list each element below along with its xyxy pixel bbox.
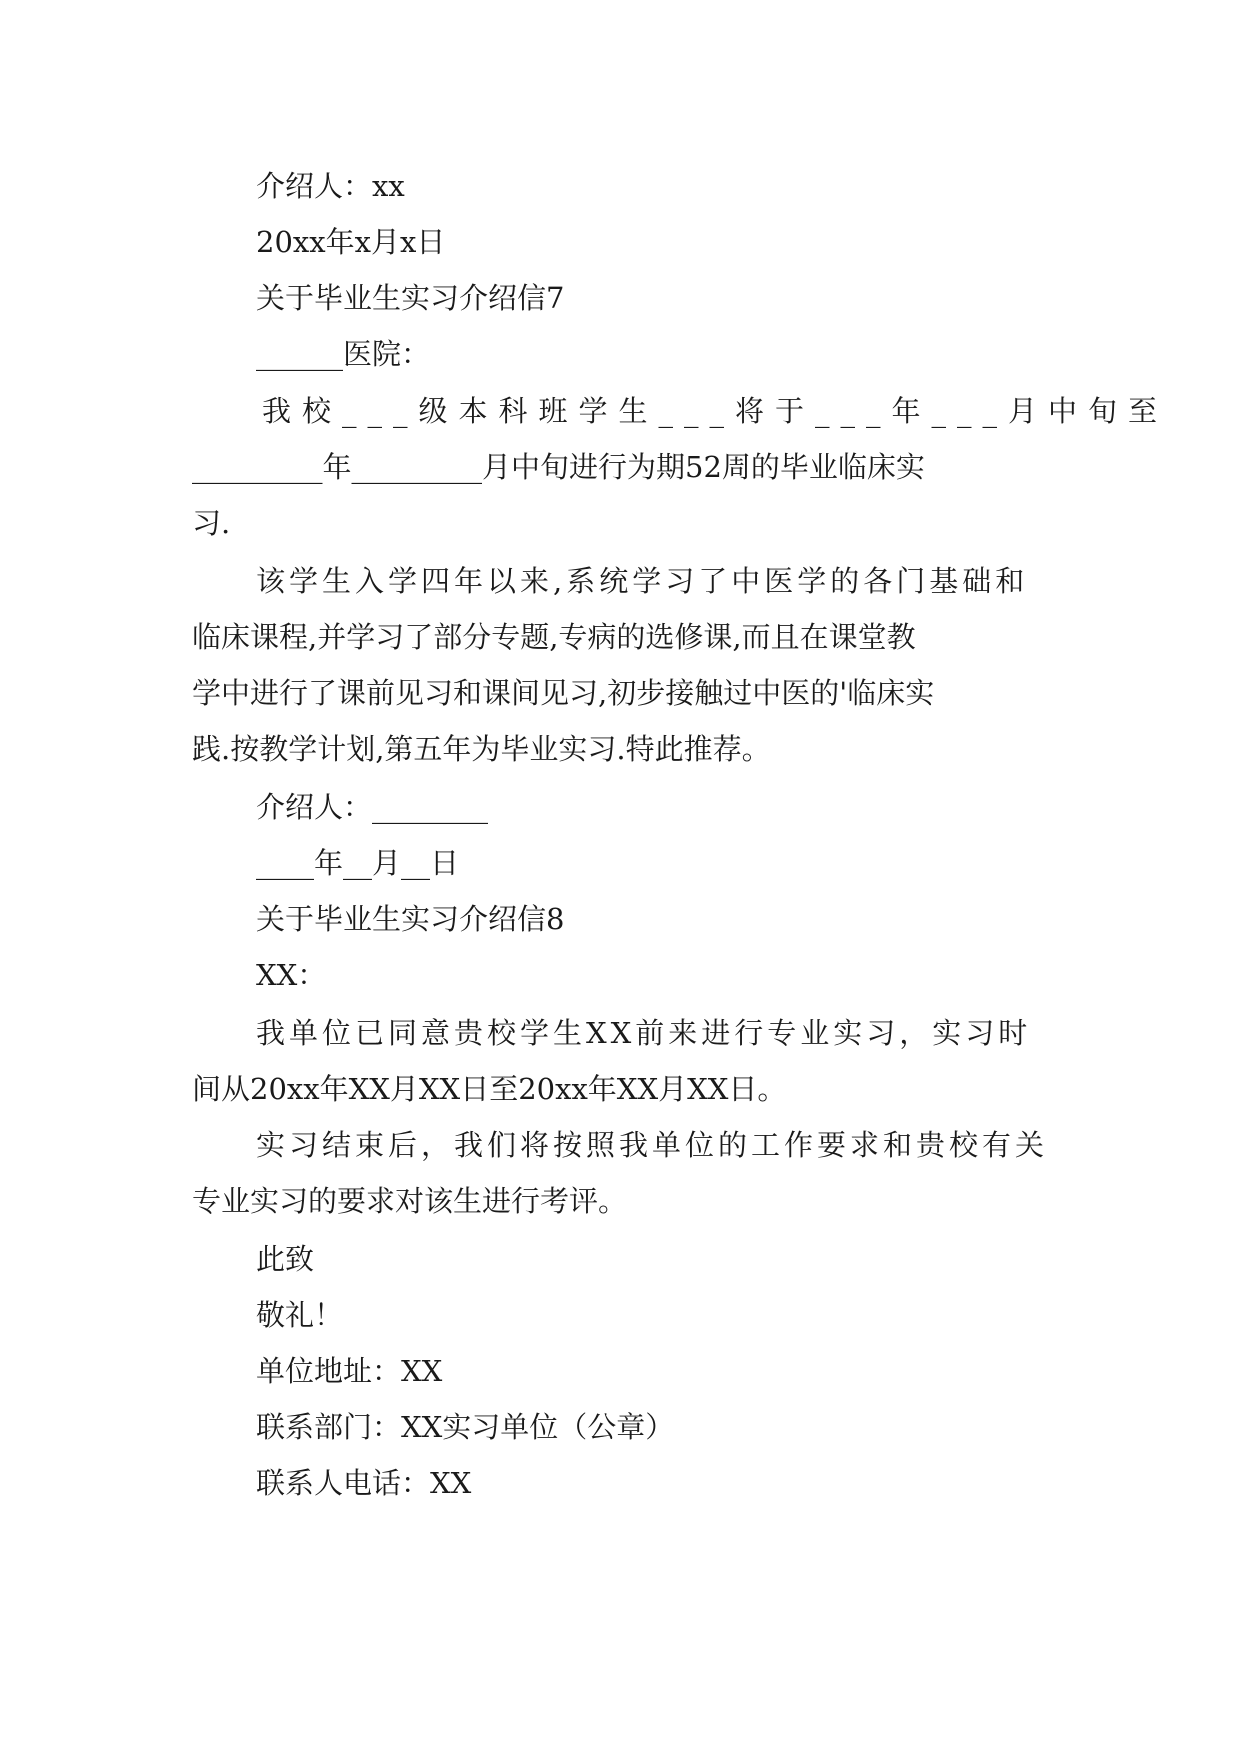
- recipient-hospital: ______医院：: [256, 337, 431, 371]
- closing-line: 此致: [256, 1242, 315, 1276]
- paragraph-line: 该学生入学四年以来,系统学习了中医学的各门基础和: [256, 564, 1029, 598]
- letter-8-title: 关于毕业生实习介绍信8: [256, 902, 565, 936]
- paragraph-line: 实习结束后，我们将按照我单位的工作要求和贵校有关: [256, 1128, 1049, 1162]
- date-line: ____年__月__日: [256, 846, 460, 880]
- paragraph-line: 我单位已同意贵校学生XX前来进行专业实习，实习时: [256, 1016, 1032, 1050]
- closing-salute: 敬礼！: [256, 1298, 344, 1332]
- contact-department: 联系部门：XX实习单位（公章）: [256, 1410, 675, 1444]
- recipient-line: XX：: [256, 958, 327, 992]
- introducer-line: 介绍人：xx: [256, 169, 405, 203]
- paragraph-line: 专业实习的要求对该生进行考评。: [192, 1184, 628, 1218]
- paragraph-line: 我校___级本科班学生___将于___年___月中旬至: [262, 394, 1169, 428]
- paragraph-line: 习.: [192, 506, 231, 540]
- date-line: 20xx年x月x日: [256, 225, 446, 259]
- paragraph-line: 临床课程,并学习了部分专题,专病的选修课,而且在课堂教: [192, 620, 916, 654]
- paragraph-line: 间从20xx年XX月XX日至20xx年XX月XX日。: [192, 1072, 787, 1106]
- letter-7-title: 关于毕业生实习介绍信7: [256, 281, 565, 315]
- paragraph-line: _________年_________月中旬进行为期52周的毕业临床实: [192, 450, 925, 484]
- paragraph-line: 学中进行了课前见习和课间见习,初步接触过中医的'临床实: [192, 676, 935, 710]
- unit-address: 单位地址：XX: [256, 1354, 443, 1388]
- contact-phone: 联系人电话：XX: [256, 1466, 472, 1500]
- introducer-line: 介绍人：________: [256, 790, 489, 824]
- paragraph-line: 践.按教学计划,第五年为毕业实习.特此推荐。: [192, 732, 771, 766]
